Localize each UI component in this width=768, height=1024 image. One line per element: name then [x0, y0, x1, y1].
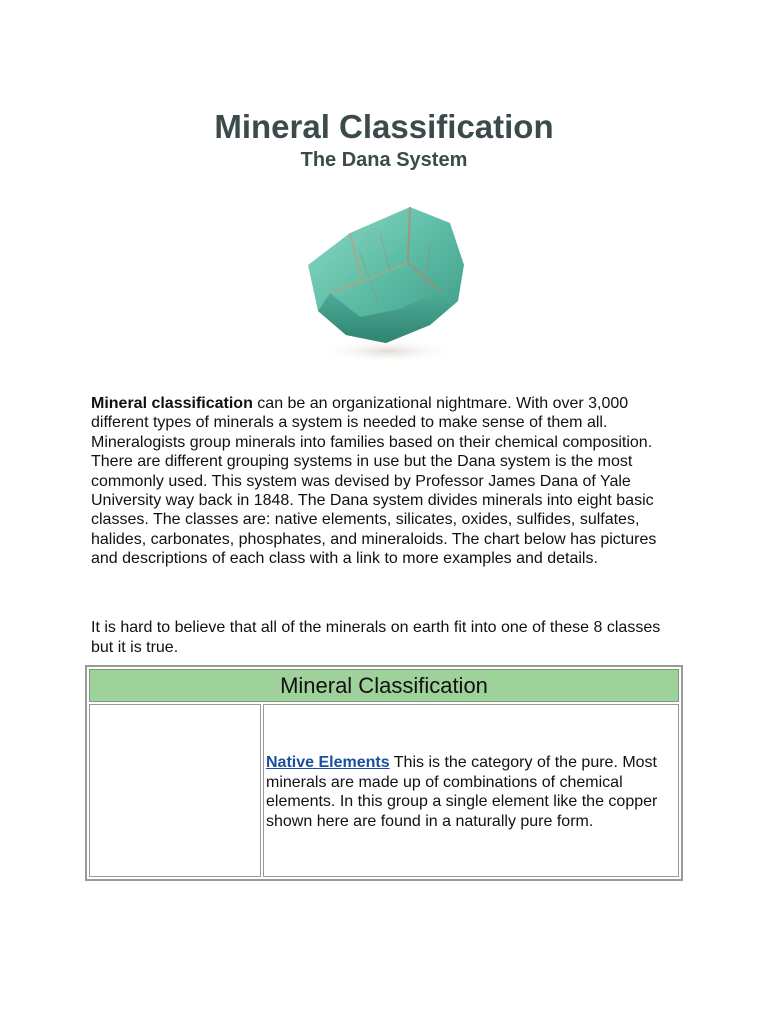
intro-paragraph: [91, 394, 681, 569]
table-image-cell: [89, 704, 261, 877]
class-description: [266, 753, 671, 831]
table-text-cell: [263, 704, 679, 877]
note-paragraph: It is hard to believe that all of the minerals on earth fit into one of these 8 classes but it is true.: [91, 619, 661, 656]
classification-table: [85, 665, 683, 881]
page-subtitle: The Dana System: [300, 149, 468, 171]
native-elements-link[interactable]: Native Elements: [266, 754, 390, 771]
table-header: Mineral Classification: [89, 669, 679, 702]
mineral-photo: [290, 193, 480, 368]
intro-body: can be an organizational nightmare. With over 3,000 different types of minerals a system is needed to make sense of them all. Mineralogists group minerals into families based on their chemical composition. There are different grouping systems in use but the Dana system is the most commonly used. This system was devised by Professor James Dana of Yale University way back in 1848. The Dana system divides minerals into eight basic classes. The classes are: native elements, silicates, oxides, sulfides, sulfates, halides, carbonates, phosphates, and mineraloids. The chart below has pictures and descriptions of each class with a link to more examples and details.: [91, 395, 657, 568]
intro-lead: Mineral classification: [91, 395, 253, 412]
page-title: Mineral Classification: [214, 108, 554, 145]
native-elements-text: This is the category of the pure. Most minerals are made up of combinations of chemical elements. In this group a single element like the copper shown here are found in a naturally pure form.: [266, 754, 658, 830]
